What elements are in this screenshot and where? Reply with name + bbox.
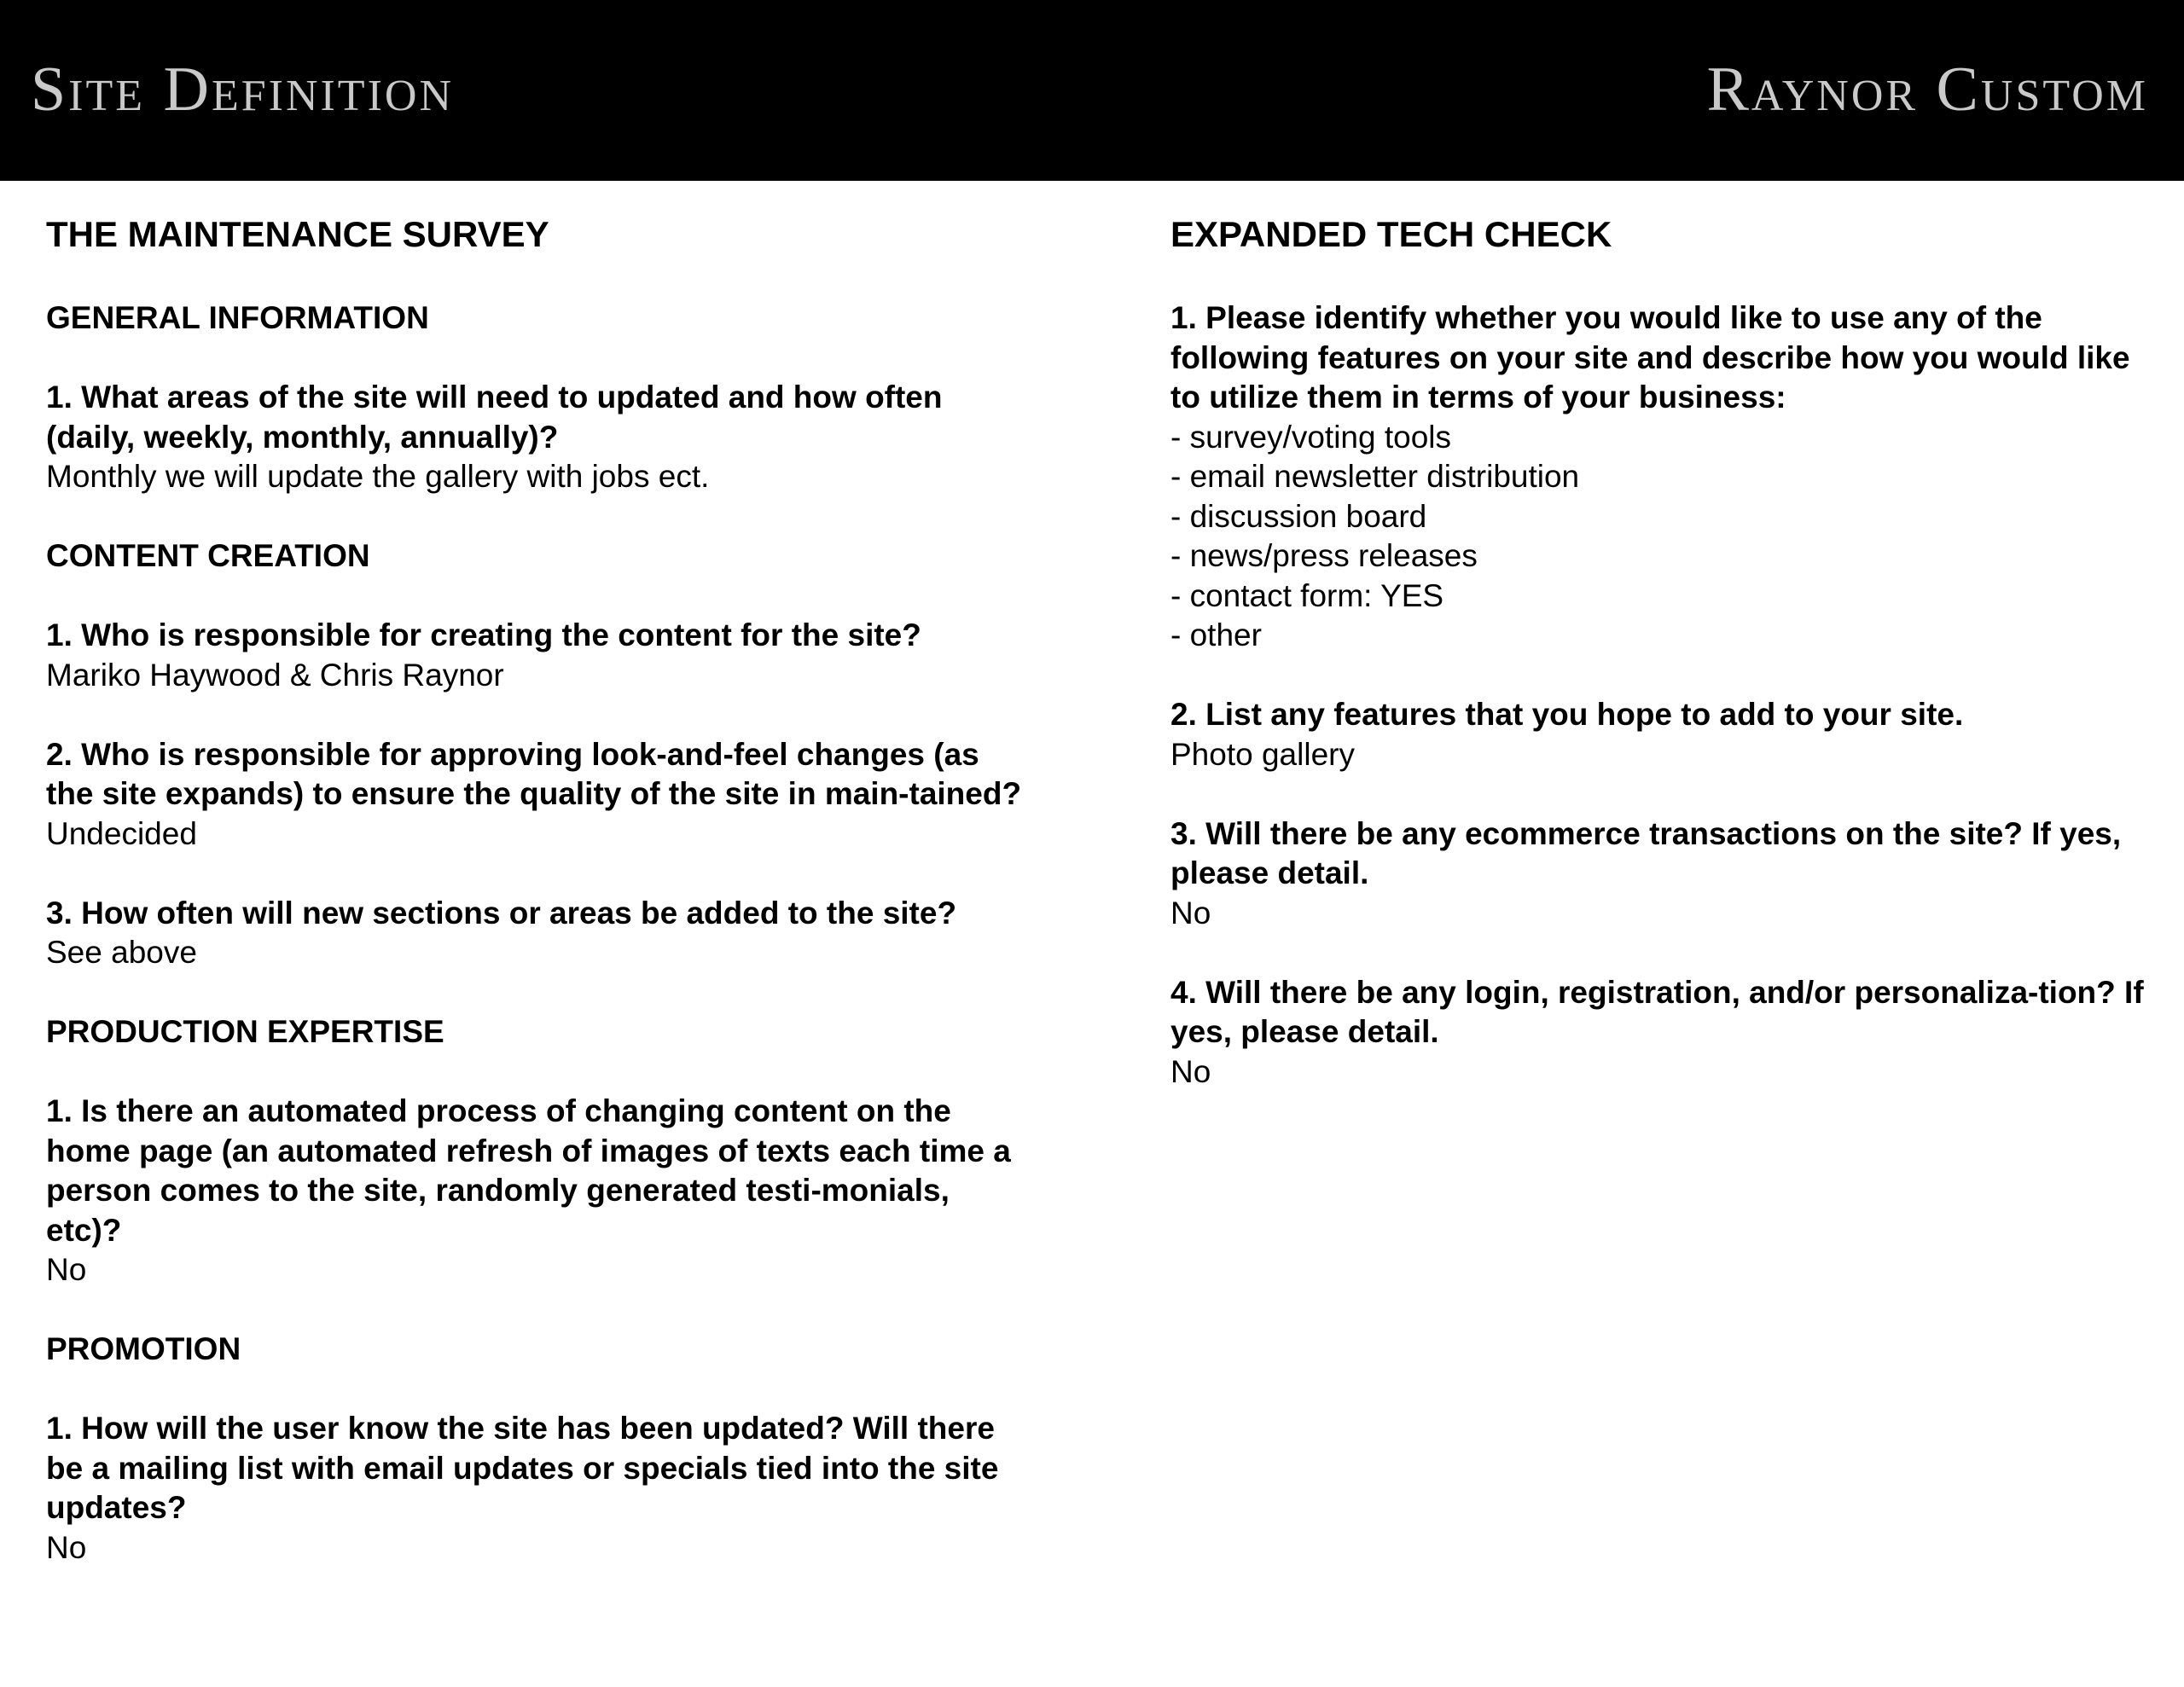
content-q2-block [46,735,1027,855]
answer-text: See above [46,935,197,970]
list-item: - news/press releases [1170,538,1478,573]
question-text: 1. What areas of the site will need to updated and how often (daily, weekly, monthly, annually)? [46,380,943,455]
promotion-q1-block [46,1409,1027,1568]
header-bar [0,0,2184,181]
list-item: - email newsletter distribution [1170,459,1580,494]
production-q1-block [46,1092,1027,1290]
list-item: - discussion board [1170,498,1427,534]
content-q3-block [46,894,1027,973]
answer-text: Monthly we will update the gallery with jobs ect. [46,459,710,494]
question-text: 4. Will there be any login, registration, and/or personaliza-tion? If yes, please detail. [1170,974,2144,1049]
question-text: 1. Please identify whether you would like to use any of the following features on your site and describe how you would like to utilize them in terms of your business: [1170,300,2130,415]
maintenance-survey-column [46,212,1027,1608]
question-text: 3. How often will new sections or areas be added to the site? [46,895,957,930]
general-q1-block [46,378,1027,497]
general-information-heading: GENERAL INFORMATION [46,300,429,335]
content-q1-block [46,616,1027,695]
question-text: 3. Will there be any ecommerce transactions on the site? If yes, please detail. [1170,815,2122,890]
production-expertise-heading: PRODUCTION EXPERTISE [46,1014,444,1049]
list-item: - other [1170,617,1262,652]
question-text: 2. Who is responsible for approving look-and-feel changes (as the site expands) to ensure the quality of the site in main-tained? [46,736,1022,811]
brand-name: Raynor Custom [1706,55,2148,125]
tech-check-title: EXPANDED TECH CHECK [1170,214,1612,254]
list-item: - survey/voting tools [1170,419,1452,455]
answer-text: No [1170,1053,1211,1089]
answer-text: No [46,1252,87,1287]
question-text: 1. Who is responsible for creating the content for the site? [46,617,921,652]
list-item: - contact form: YES [1170,577,1444,613]
question-text: 2. List any features that you hope to add to your site. [1170,697,1964,732]
answer-text: Mariko Haywood & Chris Raynor [46,657,504,693]
answer-text: No [1170,895,1211,930]
tech-q4-block [1170,973,2152,1093]
answer-text: Photo gallery [1170,736,1355,772]
content-creation-heading: CONTENT CREATION [46,538,370,573]
tech-q3-block [1170,815,2152,934]
page-title: Site Definition [31,55,454,125]
answer-text: Undecided [46,815,197,851]
promotion-heading: PROMOTION [46,1331,241,1366]
question-text: 1. Is there an automated process of changing content on the home page (an automated refresh of images of texts each time a person comes to the site, randomly generated testi-monials, etc)? [46,1093,1011,1248]
feature-options-list [1170,418,2152,656]
question-text: 1. How will the user know the site has been updated? Will there be a mailing list with email updates or specials tied into the site updates? [46,1411,999,1525]
answer-text: No [46,1529,87,1565]
tech-q2-block [1170,695,2152,774]
tech-check-column [1170,212,2152,1132]
maintenance-survey-title: THE MAINTENANCE SURVEY [46,214,549,254]
tech-q1-block [1170,299,2152,656]
